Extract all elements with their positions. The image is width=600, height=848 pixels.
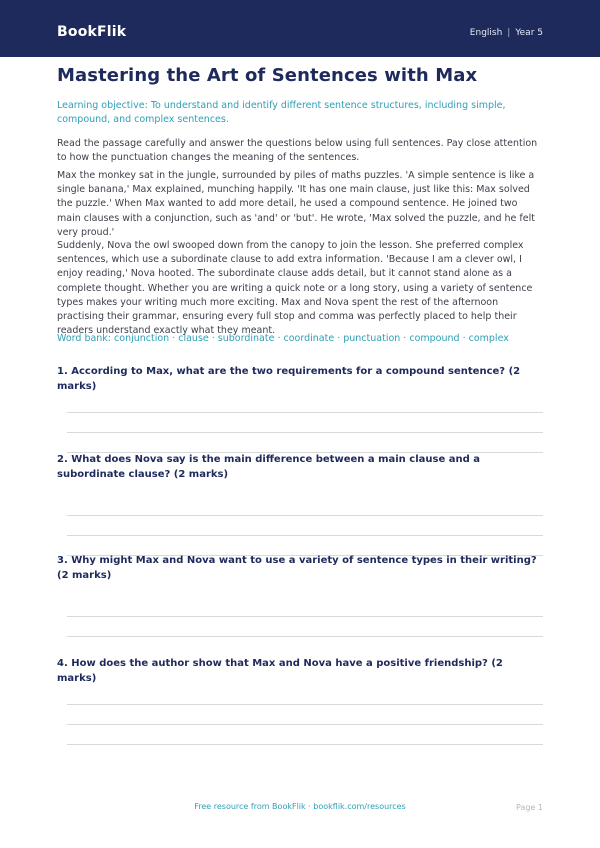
answer-line[interactable] (67, 432, 543, 433)
question-4: 4. How does the author show that Max and Nova have a positive friendship? (2 marks) (57, 658, 503, 684)
word-bank: Word bank: conjunction · clause · subordinate · coordinate · punctuation · compound · complex (57, 333, 509, 344)
answer-line[interactable] (67, 704, 543, 705)
footer-text: Free resource from BookFlik · bookflik.com/resources (194, 802, 406, 811)
answer-line[interactable] (67, 744, 543, 745)
answer-line[interactable] (67, 515, 543, 516)
answer-line[interactable] (67, 636, 543, 637)
question-2: 2. What does Nova say is the main difference between a main clause and a subordinate clause? (2 marks) (57, 454, 480, 480)
question-3: 3. Why might Max and Nova want to use a variety of sentence types in their writing? (2 marks) (57, 555, 537, 581)
answer-line[interactable] (67, 412, 543, 413)
passage-paragraph-1: Max the monkey sat in the jungle, surrounded by piles of maths puzzles. 'A simple sentence is like a single banana,' Max explained, munching happily. 'It has one main clause, just like this: Max solved the puzzle.' When Max wanted to add more detail, he used a compound sentence. He joined two main clauses with a conjunction, such as 'and' or 'but'. He wrote, 'Max solved the puzzle, and he felt very proud.' (57, 170, 535, 238)
brand-logo: BookFlik (57, 24, 127, 40)
year-label: Year 5 (515, 28, 543, 38)
meta-separator: | (507, 28, 511, 38)
answer-line[interactable] (67, 535, 543, 536)
passage-paragraph-2: Suddenly, Nova the owl swooped down from the canopy to join the lesson. She preferred complex sentences, which use a subordinate clause to add extra information. 'Because I am a clever owl, I enjoy reading,' Nova hooted. The subordinate clause adds detail, but it cannot stand alone as a complete thought. Whether you are writing a quick note or a long story, using a variety of sentence types makes your writing much more exciting. Max and Nova spent the rest of the afternoon practising their grammar, ensuring every full stop and comma was perfectly placed to help their readers understand exactly what they meant. (57, 240, 533, 337)
subject-label: English (469, 28, 503, 38)
question-1: 1. According to Max, what are the two requirements for a compound sentence? (2 marks) (57, 366, 521, 392)
page-title: Mastering the Art of Sentences with Max (57, 65, 478, 86)
answer-line[interactable] (67, 724, 543, 725)
page-header (0, 0, 600, 57)
page-number: Page 1 (516, 803, 543, 812)
subject-year-label (470, 28, 543, 38)
learning-objective: Learning objective: To understand and identify different sentence structures, including simple, compound, and complex sentences. (57, 100, 506, 125)
answer-line[interactable] (67, 616, 543, 617)
instructions: Read the passage carefully and answer the questions below using full sentences. Pay close attention to how the punctuation changes the meaning of the sentences. (57, 138, 538, 163)
